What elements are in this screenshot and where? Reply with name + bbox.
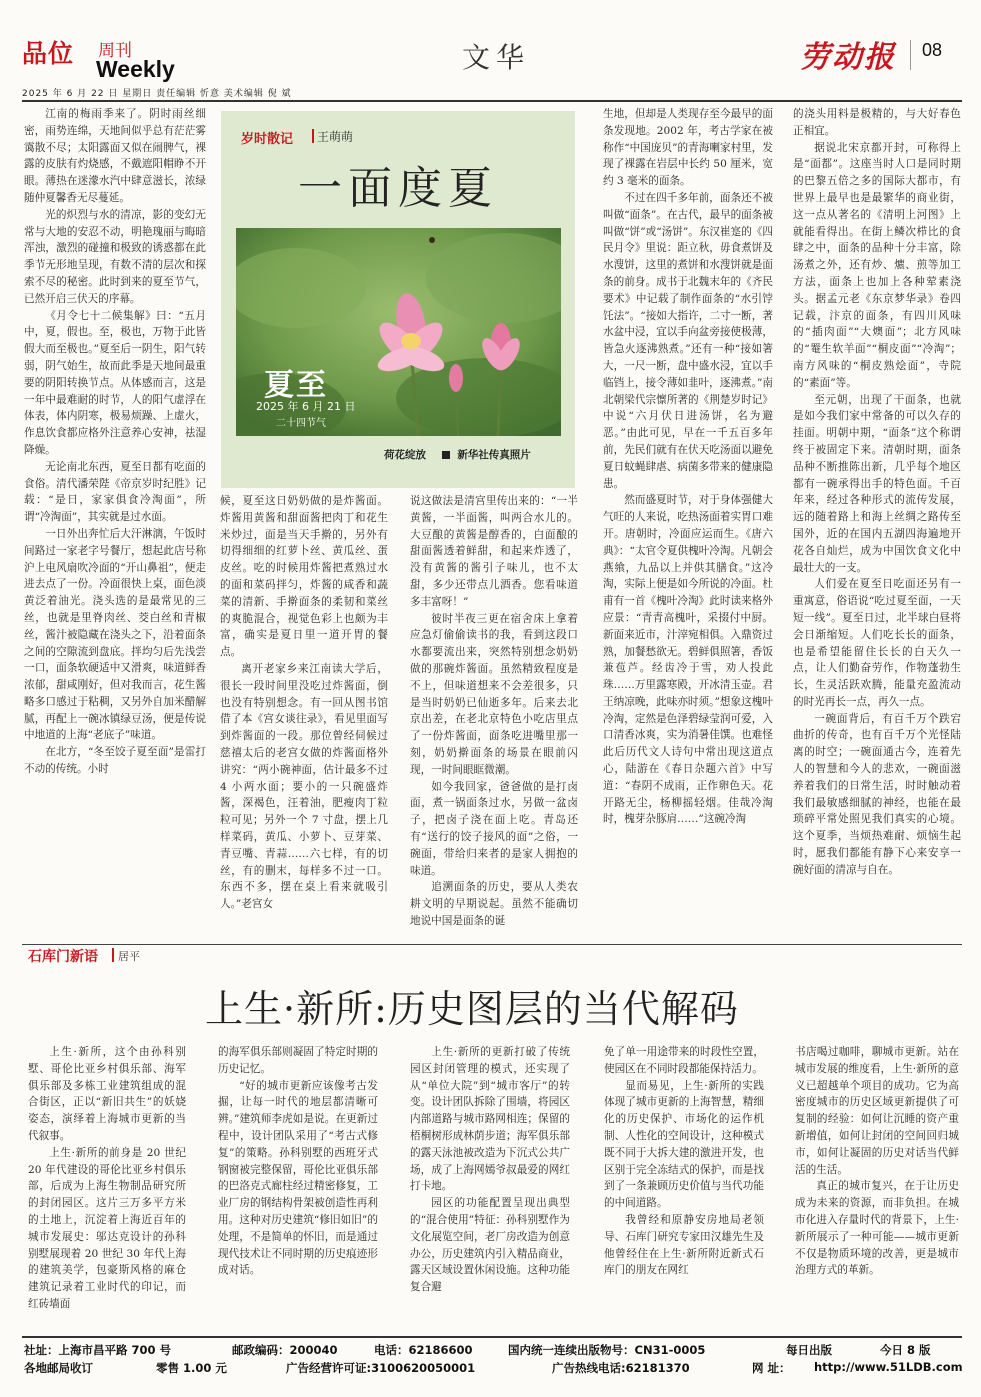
photo-caption — [384, 447, 531, 462]
article1-column-5 — [793, 106, 961, 932]
paragraph: 书店喝过咖啡，聊城市更新。站在城市发展的维度看，上生·新所的意义已超越单个项目的成功。它为高密度城市的历史区域更新提供了可复制的经验：如何让沉睡的资产重新增值，如何让封闭的空间回归城市，如何让凝固的历史对话当代鲜活的生活。 — [795, 1046, 959, 1176]
article2-column-4 — [604, 1044, 764, 1330]
masthead-divider — [910, 40, 911, 70]
article1-column-3 — [410, 493, 578, 933]
paragraph: 然而盛夏时节，对于身体强健大气旺的人来说，吃热汤面着实胃口难开。唐朝时，冷面应运而生。《唐六典》：“太官令夏供槐叶冷淘。凡朝会燕飨，九品以上并供其膳食。”这冷淘，实际上便是如今所说的冷面。杜甫有一首《槐叶冷淘》此时读来格外应景：“青青高槐叶，采掇付中厨。新面来近市，汁滓宛相俱。入鼎资过熟，加餐愁欲无。碧鲜俱照箸，香饭兼苞芦。经齿冷于雪，劝人投此珠……万里露寒殿，开冰清玉壶。君王纳凉晚，此味亦时须。”想象这槐叶冷淘，定然是色泽碧绿莹润可爱，入口清香冰爽，实为消暑佳馔。也难怪此后历代文人诗句中常出现这道点心，陆游在《春日杂题六首》中写道：“春阴不成雨，正作卵色天。花开路无尘，杨柳摇轻烟。佳哉冷淘时，槐芽杂豚肩……”这碗冷淘 — [603, 494, 773, 826]
masthead — [22, 30, 962, 88]
paragraph: 光的炽烈与水的清凉，影的变幻无常与大地的安忍不动，明艳瑰丽与晦暗浑浊，激烈的碰撞和极致的诱惑都在此季节无形地呈现，有数不清的层次和探索不尽的秘密。此时到来的夏至节气，已然开启三伏天的序幕。 — [24, 208, 206, 305]
author: 王萌萌 — [317, 130, 354, 144]
lotus-photo — [236, 228, 561, 436]
article1-column-4 — [603, 106, 773, 932]
paragraph: 的浇头用料是极精的，与大好春色正相宜。 — [793, 108, 961, 137]
column-name-2: 石库门新语 — [28, 949, 98, 965]
column-name: 岁时散记 — [241, 132, 294, 147]
solar-term-label: 二十四节气 — [276, 418, 326, 429]
footer-pages: 今日 8 版 — [880, 1343, 931, 1357]
paragraph: 彼时半夜三更在宿舍床上拿着应急灯偷偷读书的我，看到这段口水都要流出来，突然特别想念奶奶做的那碗炸酱面。虽然精致程度是不上，但味道想来不会差很多，只是当时奶奶已仙逝多年。后来去北京出差，在老北京特色小吃店里点了一份炸酱面，面条吃进嘴里那一刻，奶奶擀面条的场景在眼前闪现，一时间眼眶微潮。 — [410, 612, 578, 776]
footer-website-label: 网 址： — [752, 1361, 791, 1375]
paragraph: 至元朝，出现了干面条，也就是如今我们家中常备的可以久存的挂面。明朝中期，“面条”这个称谓终于被固定下来。清朝时期，面条品种不断推陈出新，几乎每个地区都有一碗承得出手的特色面。千百年来，经过各种形式的流传发展，远的随着路上和海上丝绸之路传至国外，近的在国内五湖四海遍地开花各自灿烂，成为中国饮食文化中最壮大的一支。 — [793, 393, 961, 574]
dateline: 2025 年 6 月 22 日 星期日 责任编辑 忻意 美术编辑 倪 斌 — [22, 89, 292, 99]
brand-sub: 周刊 — [98, 41, 132, 61]
paragraph: 显而易见，上生·新所的实践体现了城市更新的上海智慧，精细化的历史保护、市场化的运作机制、人性化的空间设计，这种模式既不同于大拆大建的激进开发，也区别于完全冻结式的保护，而是找到了一条兼顾历史价值与当代功能的中间道路。 — [604, 1079, 764, 1210]
paragraph: 据说北宋京都开封，可称得上是“面都”。这座当时人口是同时期的巴黎五倍之多的国际大都市，有世界上最早也是最繁华的商业街，这一点从著名的《清明上河图》上就能看得出。在街上鳞次栉比的食肆之中，面条的品种十分丰富，除汤煮之外，还有炒、爊、煎等加工方法，面条上也加上各种荤素浇头。据孟元老《东京梦华录》卷四记载，汴京的面条，有四川风味的“插肉面”“大燠面”；北方风味的“罨生软羊面”“桐皮面”“冷淘”；南方风味的“桐皮熟烩面”，寺院的“素面”等。 — [793, 141, 961, 389]
article2-column-5 — [795, 1044, 959, 1330]
paragraph: 我曾经和原静安房地局老领导、石库门研究专家田汉雄先生及他曾经住在上生·新所附近新式石库门的朋友在网红 — [604, 1213, 764, 1277]
article2-column-2 — [218, 1044, 378, 1330]
paragraph: 《月令七十二候集解》曰：“五月中，夏，假也。至，极也，万物于此皆假大而至极也。”夏至后一阴生，阳气转弱，阴气始生，故而此季是天地间最重要的阴阳转换节点。从体感而言，这是一年中最难耐的时节，人的阳气虚浮在体表，体内阴寒，极易烦躁、上虚火，作息饮食都应格外注意养心安神，祛湿降燥。 — [24, 309, 206, 456]
paragraph: 人们爱在夏至日吃面还另有一重寓意，俗语说“吃过夏至面，一天短一线”。夏至日过，北半球白昼将会日渐缩短。人们吃长长的面条，也是希望能留住长长的白天久一点，让人们勤奋劳作，作物蓬勃生长，生灵活跃欢腾，能量充盈流动的时光再长一点，再久一点。 — [793, 578, 961, 708]
article-title: 一面度夏 — [298, 163, 498, 214]
solar-term-date: 2025 年 6 月 21 日 — [256, 400, 356, 413]
page-number: 08 — [922, 40, 943, 60]
article-title-2: 上生·新所:历史图层的当代解码 — [205, 987, 739, 1031]
paragraph: “好的城市更新应该像考古发掘，让每一时代的地层都清晰可辨。”建筑师李虎如是说。在更新过程中，设计团队采用了“考古式修复”的策略。孙科别墅的西班牙式钢窗被完整保留，哥伦比亚俱乐部的巴洛克式廊柱经过精密修复，工业厂房的钢结构骨架被创造性再利用。这种对历史建筑“修旧如旧”的处理，不是简单的怀旧，而是通过现代技术让不同时期的历史痕迹形成对话。 — [218, 1079, 378, 1277]
paragraph: 不过在四千多年前，面条还不被叫做“面条”。在古代，最早的面条被叫做“饼”或“汤饼”。东汉崔寔的《四民月令》里说：距立秋，毋食煮饼及水溲饼，这里的煮饼和水溲饼就是面条的前身。成书于北魏末年的《齐民要术》中记载了制作面条的“水引饽饦法”。“接如大指许，二寸一断，著水盆中浸，宜以手向盆旁接使极薄，皆急火逐沸熟煮。”还有一种“接如箸大，一尺一断，盘中盛水浸，宜以手临铛上，接令薄如韭叶，逐沸煮。”南北朝梁代宗懔所著的《荆楚岁时记》中说“六月伏日进汤饼，名为避恶。”由此可见，早在一千五百多年前，先民们就有在伏天吃汤面以避免夏日蚊蝇肆虐、病菌多带来的健康隐患。 — [603, 191, 773, 490]
footer-address: 社址：上海市昌平路 700 号 — [24, 1343, 172, 1357]
footer-daily: 每日出版 — [786, 1343, 832, 1357]
author-2: 居平 — [118, 950, 140, 963]
paragraph: 追溯面条的历史，要从人类农耕文明的早期说起。虽然不能确切地说中国是面条的诞 — [410, 881, 578, 927]
paragraph: 的海军俱乐部则凝固了特定时期的历史记忆。 — [218, 1046, 378, 1075]
paragraph: 生地，但却是人类现存至今最早的面条发现地。2002 年，考古学家在被称作“中国庞贝”的青海喇家村里，发现了裸露在岩层中长约 50 厘米，宽约 3 毫米的面条。 — [603, 108, 773, 188]
paragraph: 上生·新所的前身是 20 世纪 20 年代建设的哥伦比亚乡村俱乐部，后成为上海生物制品研究所的封闭园区。这片三万多平方米的土地上，沉淀着上海近百年的城市发展史：邬达克设计的孙科别墅展现着 20 世纪 30 年代上海的建筑美学，包豪斯风格的麻仓建筑记录着工业时代的印记，而红砖墙面 — [28, 1146, 186, 1310]
paragraph: 园区的功能配置呈现出典型的“混合使用”特征：孙科别墅作为文化展览空间，老厂房改造为创意办公，历史建筑内引入精品商业，露天区域设置休闲设施。这种功能复合避 — [410, 1197, 570, 1294]
section-title: 文华 — [462, 41, 531, 74]
paragraph: 真正的城市复兴，在于让历史成为未来的资源，而非负担。在城市化进入存量时代的背景下，上生·新所展示了一种可能——城市更新不仅是物质环境的改善，更是城市治理方式的革新。 — [795, 1180, 959, 1277]
paragraph: 一日外出奔忙后大汗淋漓，午饭时间路过一家老字号餐厅，想起此店号称沪上电风扇吹冷面的“开山鼻祖”，便走进去点了一份。冷面很快上桌，面色淡黄泛着油光。浇头选的是最常见的三丝，也就是里脊肉丝、茭白丝和青椒丝，酱汁被隐藏在浇头之下，沿着面条之间的空隙流到盘底。拌均匀后先浅尝一口，面条软硬适中又滑爽，味道鲜香浓郁，甜咸刚好，但对我而言，花生酱略多口感过于粘稠，又另外自加米醋解腻，再配上一碗冰镇绿豆汤，便是传说中地道的上海“老底子”味道。 — [24, 527, 206, 742]
article1-column-2 — [220, 493, 388, 933]
caption-credit: 新华社传真照片 — [457, 449, 531, 461]
paragraph: 江南的梅雨季来了。阴时雨丝细密，雨势连绵，天地间似乎总有茫茫雾霭散不尽；太阳露面又似在闹脾气，裸露的皮肤有灼烧感，不戴遮阳帽睁不开眼。薄热在迷濛水汽中肆意滋长，浓绿随仲夏馨香无尽蔓延。 — [24, 108, 206, 204]
paragraph: 如今我回家，爸爸做的是打卤面，煮一锅面条过水，另做一盆卤子，把卤子浇在面上吃。青岛还有“送行的饺子接风的面”之俗，一碗面，带给归来者的是家人拥抱的味道。 — [410, 780, 578, 877]
paragraph: 上生·新所的更新打破了传统园区封闭管理的模式，还实现了从“单位大院”到“城市客厅”的转变。设计团队拆除了围墙，将园区内部道路与城市路网相连；保留的梧桐树形成林荫步道；海军俱乐部的露天泳池被改造为下沉式公共广场，成了上海网嫣爷叔最爱的网红打卡地。 — [410, 1046, 570, 1193]
footer-license: 广告经营许可证:3100620050001 — [286, 1361, 476, 1375]
article2-column-3 — [410, 1044, 570, 1330]
paragraph: 一碗面背后，有百千万个跌宕曲折的传奇，也有百千万个光怪陆离的时空；一碗面通古今，连着先人的智慧和今人的悲欢，一碗面滋养着我们的日常生活，时时触动着我们最敏感细腻的神经，也能在最琐碎平常处照见我们真实的心境。这个夏季，当烦热难耐、烦恼生起时，愿我们都能有静下心来安享一碗好面的清凉与自在。 — [793, 712, 961, 876]
solar-term-title: 夏至 — [264, 368, 328, 403]
paragraph: 离开老家乡来江南读大学后，很长一段时间里没吃过炸酱面，倒也没有特别想念。有一回从图书馆借了本《宫女谈往录》，看见里面写到炸酱面的一段。那位曾经伺候过慈禧太后的老宫女做的炸酱面格外讲究：“两小碗神面，估计最多不过 4 小两水面；要小的一只碗盛炸酱，深褐色，汪着油，肥瘦肉丁粒粒可见；另外一个 7 寸盘，摆上几样菜码，黄瓜、小萝卜、豆芽菜、青豆嘴、青蒜……六七样，有的切丝，有的删末，每样多不过一口。东西不多，摆在桌上看来就吸引人。”老宫女 — [220, 662, 388, 911]
paragraph: 说这做法是清宫里传出来的：“一半黄酱，一半面酱，叫两合水儿的。大豆酿的黄酱是醇香的，白面酿的甜面酱透着鲜甜，和起来炸透了，没有黄酱的酱引子味儿，也不太甜，多少还带点儿酒香。您看味道多丰富呀！” — [410, 495, 578, 608]
footer-post: 各地邮局收订 — [24, 1361, 93, 1375]
footer-rule — [22, 1336, 962, 1338]
paragraph: 在北方，“冬至饺子夏至面”是雷打不动的传统。小时 — [24, 746, 206, 776]
paragraph: 候，夏至这日奶奶做的是炸酱面。炸酱用黄酱和甜面酱把肉丁和花生米炒过，面是当天手擀的，另外有切得细细的红萝卜丝、黄瓜丝、蛋皮丝。吃的时候用炸酱把煮熟过水的面和菜码拌匀，炸酱的咸香和蔬菜的清新、手擀面条的柔韧和菜丝的爽脆混合，视觉色彩上也颇为丰富，确实是夏日里一道开胃的餐点。 — [220, 495, 388, 659]
top-rule — [22, 100, 962, 102]
paragraph: 无论南北东西，夏至日都有吃面的食俗。清代潘荣陛《帝京岁时纪胜》记载：“是日，家家俱食冷淘面”，所谓“冷淘面”，其实就是过水面。 — [24, 460, 206, 524]
paragraph: 上生·新所，这个由孙科别墅、哥伦比亚乡村俱乐部、海军俱乐部及多栋工业建筑组成的混合街区，正以“新旧共生”的妖娆姿态，演绎着上海城市更新的当代叙事。 — [28, 1046, 186, 1142]
caption-square-icon — [442, 451, 450, 459]
footer-price: 零售 1.00 元 — [156, 1361, 227, 1375]
paragraph: 免了单一用途带来的时段性空置，使园区在不同时段都能保持活力。 — [604, 1046, 764, 1075]
column-bar — [312, 129, 314, 143]
brand-logo: 品位 — [22, 39, 75, 68]
weekly-label: Weekly — [96, 56, 175, 82]
footer-phone: 电话：62186600 — [374, 1343, 473, 1357]
footer-cn: 国内统一连续出版物号：CN31-0005 — [508, 1343, 706, 1357]
footer-ad-phone: 广告热线电话:62181370 — [552, 1361, 690, 1375]
article2-column-1 — [28, 1044, 186, 1330]
paper-logo: 劳动报 — [800, 40, 896, 75]
footer-postcode: 邮政编码：200040 — [232, 1343, 338, 1357]
article1-column-1 — [24, 106, 206, 932]
column-bar-2 — [112, 948, 114, 962]
caption-text: 荷花绽放 — [384, 449, 426, 461]
section-rule — [22, 944, 962, 945]
footer-website[interactable]: http://www.51LDB.com — [814, 1360, 963, 1374]
